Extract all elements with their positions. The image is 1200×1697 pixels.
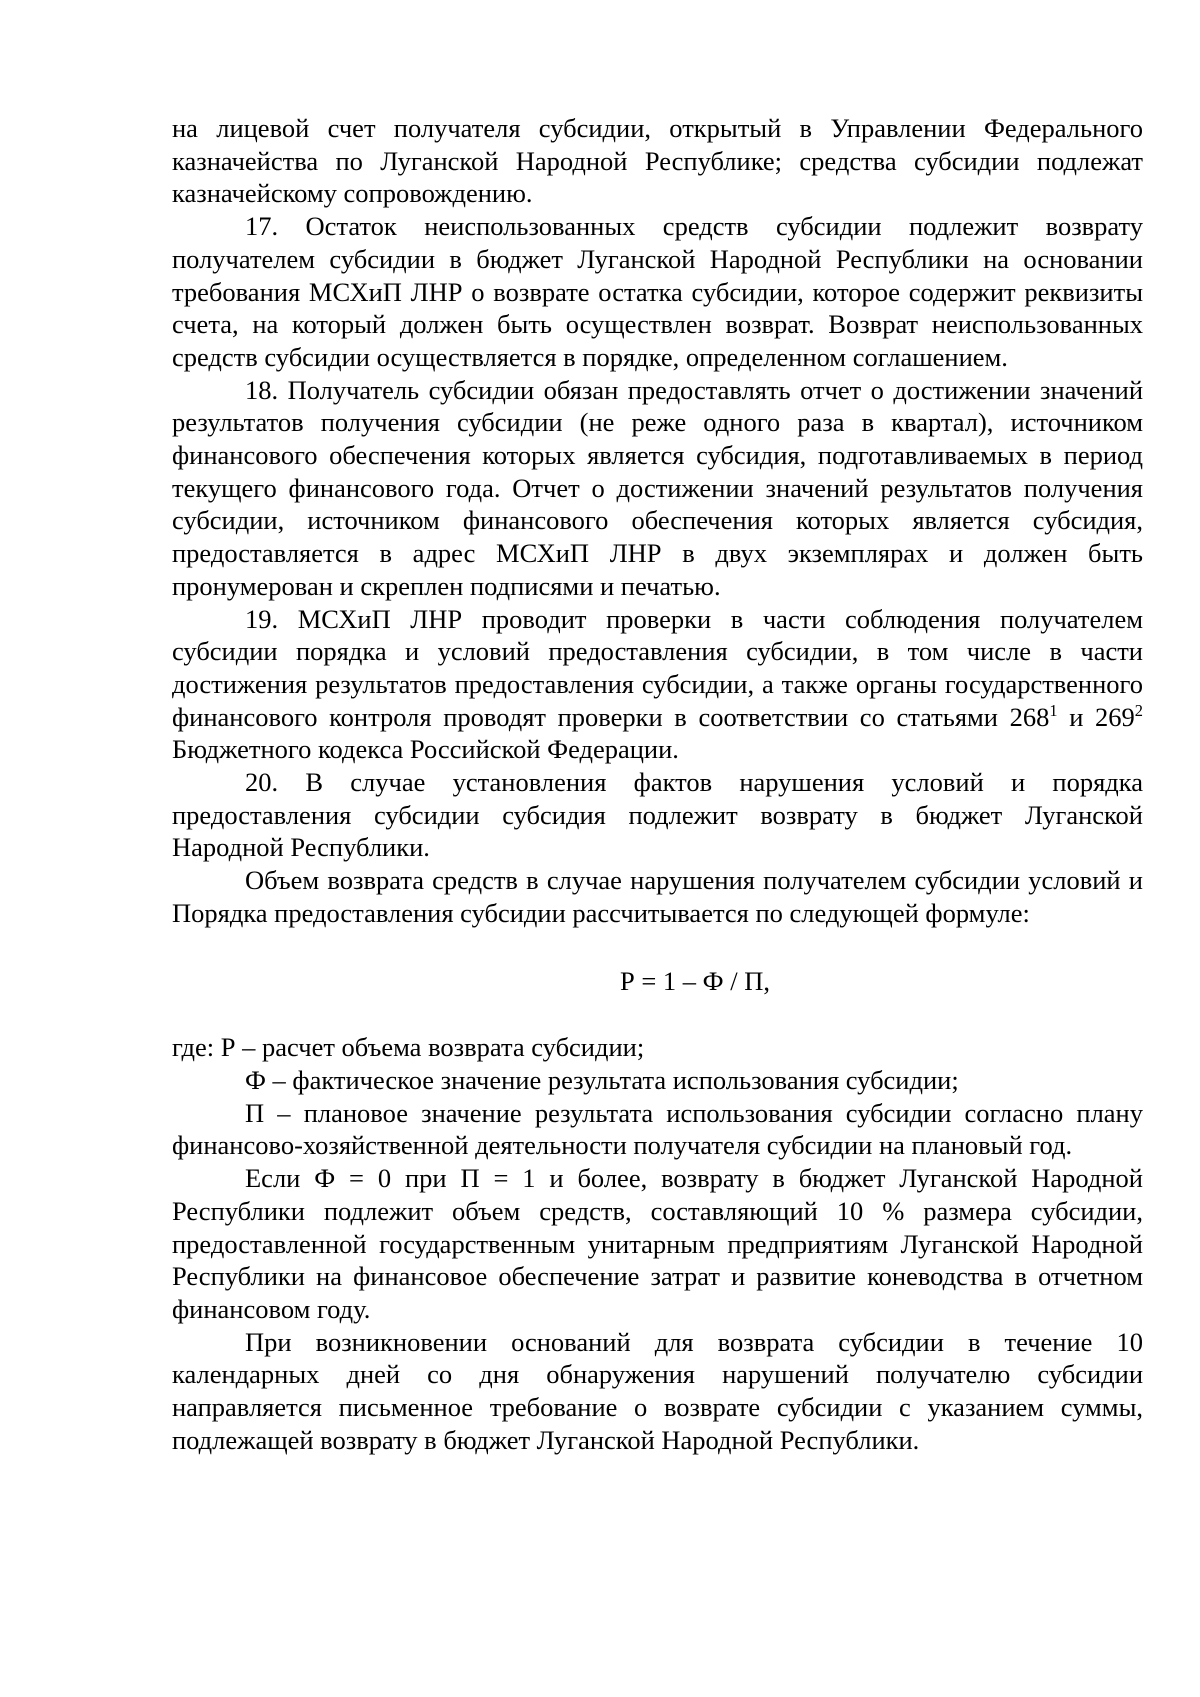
paragraph-19-text-middle: и 269	[1057, 701, 1135, 732]
paragraph-20: 20. В случае установления фактов нарушения условий и порядка предоставления субсидии субсидия подлежит возврату в бюджет Луганской Народной Республики.	[172, 767, 1143, 863]
paragraph-19-text-before: 19. МСХиП ЛНР проводит проверки в части соблюдения получателем субсидии порядка и условий предоставления субсидии, в том числе в части достижения результатов предоставления субсидии, а также органы государственного финансового контроля проводят проверки в соответствии со статьями 268	[172, 603, 1143, 732]
paragraph-17: 17. Остаток неиспользованных средств субсидии подлежит возврату получателем субсидии в бюджет Луганской Народной Республики на основании требования МСХиП ЛНР о возврате остатка субсидии, которое содержит реквизиты счета, на который должен быть осуществлен возврат. Возврат неиспользованных средств субсидии осуществляется в порядке, определенном соглашением.	[172, 211, 1143, 372]
return-formula: Р = 1 – Ф / П,	[620, 965, 770, 996]
document-page	[172, 112, 1143, 1456]
definition-f: Ф – фактическое значение результата использования субсидии;	[245, 1064, 959, 1095]
definition-r: где: Р – расчет объема возврата субсидии;	[172, 1032, 645, 1063]
definition-p: П – плановое значение результата использования субсидии согласно плану финансово-хозяйственной деятельности получателя субсидии на плановый год.	[172, 1097, 1143, 1161]
paragraph-19	[172, 603, 1143, 767]
paragraph-grounds: При возникновении оснований для возврата субсидии в течение 10 календарных дней со дня обнаружения нарушений получателю субсидии направляется письменное требование о возврате субсидии с указанием суммы, подлежащей возврату в бюджет Луганской Народной Республики.	[172, 1326, 1143, 1455]
paragraph-19-text-after: Бюджетного кодекса Российской Федерации.	[172, 734, 679, 765]
paragraph-volume: Объем возврата средств в случае нарушения получателем субсидии условий и Порядка предоставления субсидии рассчитывается по следующей формуле:	[172, 865, 1143, 928]
superscript-268: 1	[1049, 700, 1058, 720]
paragraph-if-f-zero: Если Ф = 0 при П = 1 и более, возврату в бюджет Луганской Народной Республики подлежит объем средств, составляющий 10 % размера субсидии, предоставленной государственным унитарным предприятиям Луганской Народной Республики на финансовое обеспечение затрат и развитие коневодства в отчетном финансовом году.	[172, 1163, 1143, 1324]
paragraph-18: 18. Получатель субсидии обязан предоставлять отчет о достижении значений результатов получения субсидии (не реже одного раза в квартал), источником финансового обеспечения которых является субсидия, подготавливаемых в период текущего финансового года. Отчет о достижении значений результатов получения субсидии, источником финансового обеспечения которых является субсидия, предоставляется в адрес МСХиП ЛНР в двух экземплярах и должен быть пронумерован и скреплен подписями и печатью.	[172, 374, 1143, 601]
paragraph-continuation: на лицевой счет получателя субсидии, открытый в Управлении Федерального казначейства по Луганской Народной Республике; средства субсидии подлежат казначейскому сопровождению.	[172, 113, 1143, 209]
superscript-269: 2	[1134, 700, 1143, 720]
